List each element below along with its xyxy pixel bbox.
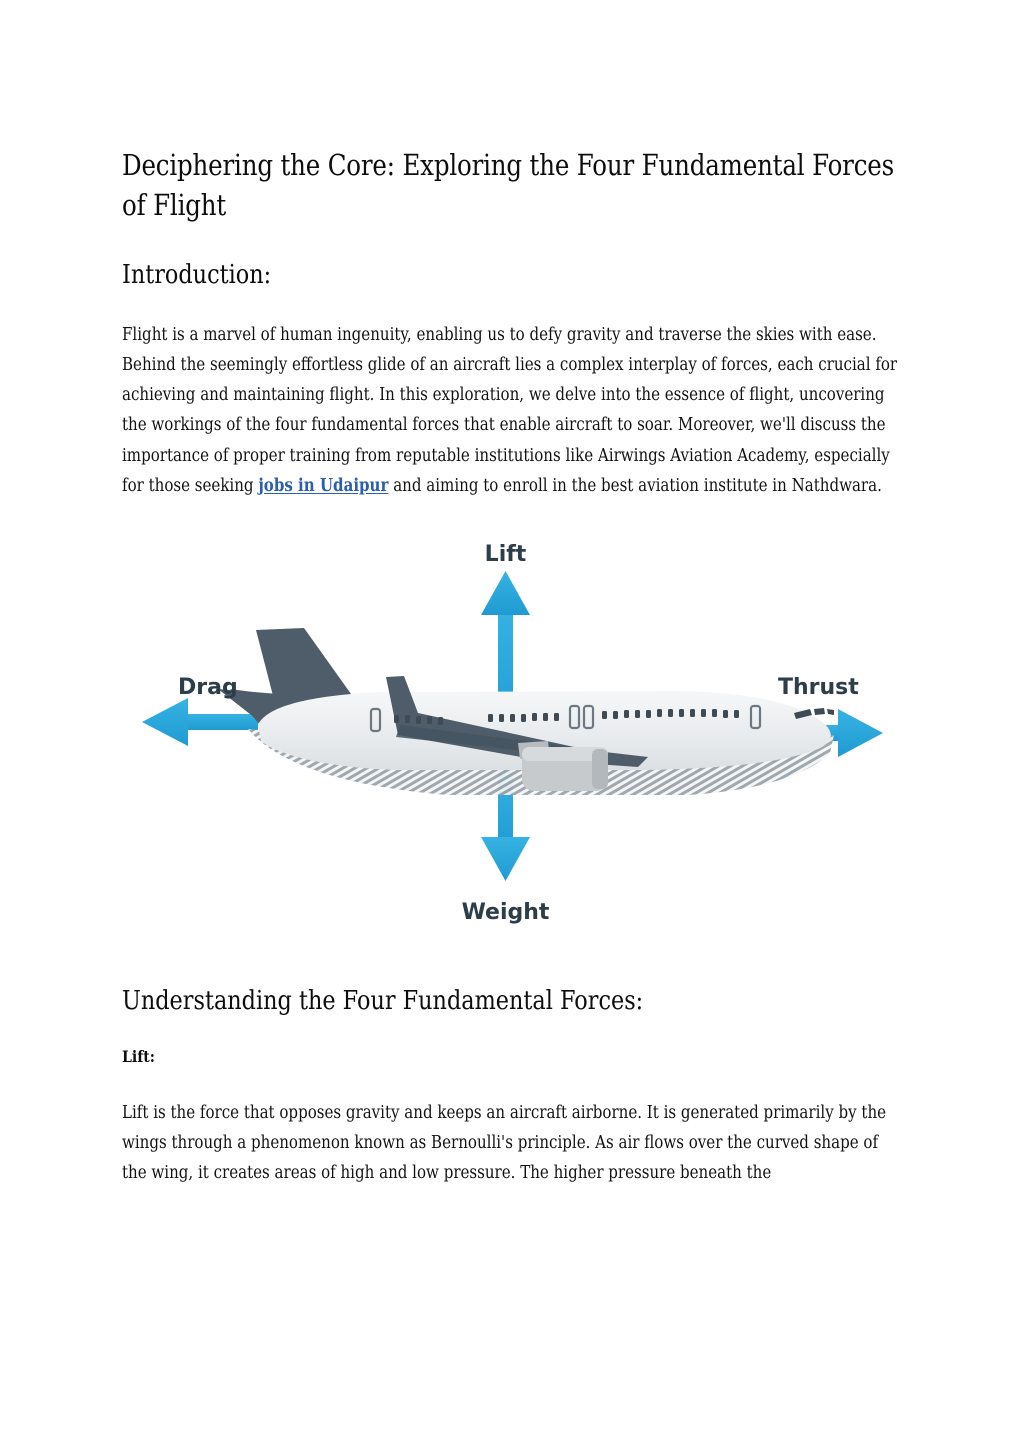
- intro-paragraph: [122, 320, 904, 501]
- four-forces-of-flight-diagram: [118, 529, 908, 927]
- four-forces-figure: [122, 529, 904, 927]
- intro-paragraph-text-after-link: and aiming to enroll in the best aviation institute in Nathdwara.: [388, 475, 882, 496]
- intro-paragraph-text-before-link: Flight is a marvel of human ingenuity, enabling us to defy gravity and traverse the skies with ease. Behind the seemingly effortless glide of an aircraft lies a complex interplay of forces, each crucial for achieving and maintaining flight. In this exploration, we delve into the essence of flight, uncovering the workings of the four fundamental forces that enable aircraft to soar. Moreover, we'll discuss the importance of proper training from reputable institutions like Airwings Aviation Academy, especially for those seeking: [122, 324, 898, 496]
- spacer: [122, 293, 904, 320]
- label-weight: Weight: [461, 899, 550, 925]
- subheading-lift: Lift:: [122, 1046, 156, 1066]
- spacer: [122, 927, 904, 985]
- heading-understanding-forces: Understanding the Four Fundamental Forces:: [122, 985, 644, 1016]
- link-jobs-in-udaipur[interactable]: jobs in Udaipur: [258, 475, 389, 496]
- label-drag: Drag: [178, 674, 238, 700]
- spacer: [122, 1068, 904, 1098]
- page-title: Deciphering the Core: Exploring the Four Fundamental Forces of Flight: [122, 149, 895, 223]
- label-thrust: Thrust: [778, 674, 859, 700]
- lift-paragraph: Lift is the force that opposes gravity and keeps an aircraft airborne. It is generated primarily by the wings through a phenomenon known as Bernoulli's principle. As air flows over the curved shape of the wing, it creates areas of high and low pressure. The higher pressure beneath the: [122, 1102, 887, 1183]
- spacer: [122, 501, 904, 529]
- spacer: [122, 1019, 904, 1047]
- document-content-column: [122, 0, 904, 1188]
- label-lift: Lift: [484, 541, 527, 567]
- heading-introduction: Introduction:: [122, 259, 272, 290]
- engine-nacelle: [522, 747, 608, 791]
- spacer: [122, 227, 904, 259]
